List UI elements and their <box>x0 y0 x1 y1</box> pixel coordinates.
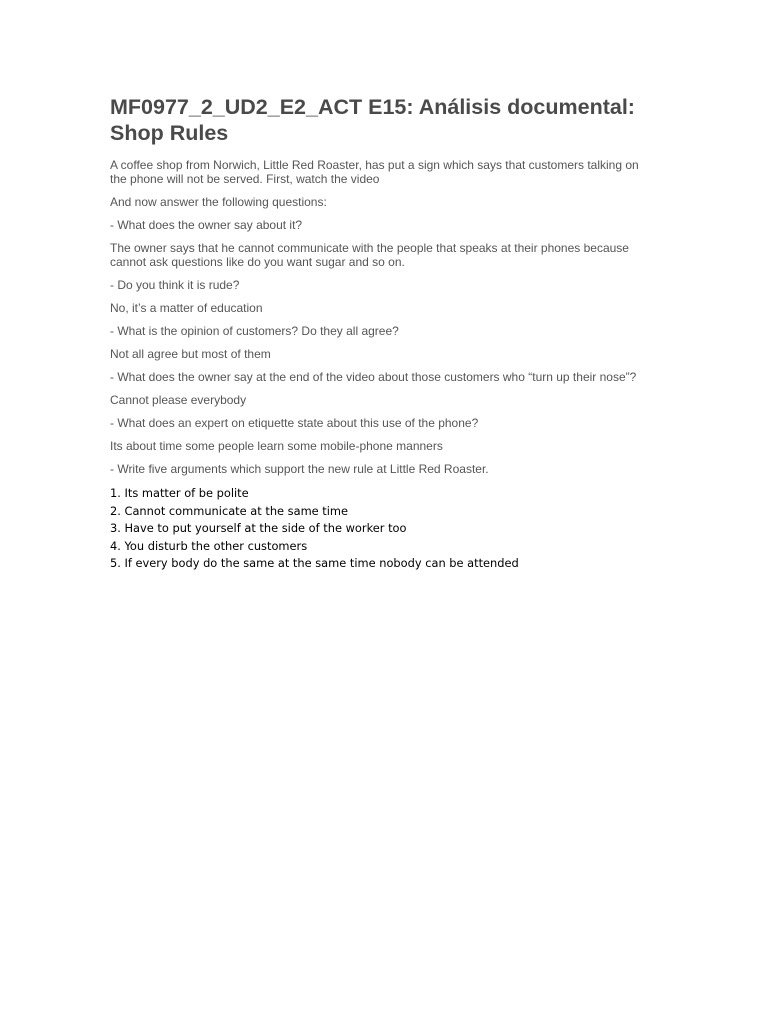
argument-item: 3. Have to put yourself at the side of the worker too <box>110 521 407 535</box>
question-five-arguments: - Write five arguments which support the new rule at Little Red Roaster. <box>110 462 489 476</box>
arguments-list <box>110 485 650 573</box>
answer-customers-opinion: Not all agree but most of them <box>110 347 271 361</box>
answer-rude: No, it’s a matter of education <box>110 301 263 315</box>
argument-item: 4. You disturb the other customers <box>110 538 308 553</box>
argument-item: 5. If every body do the same at the same time nobody can be attended <box>110 556 519 570</box>
question-owner-say: - What does the owner say about it? <box>110 218 303 232</box>
document-page <box>110 94 650 573</box>
argument-item: 2. Cannot communicate at the same time <box>110 503 349 518</box>
instructions-text: And now answer the following questions: <box>110 195 327 209</box>
answer-etiquette-expert: Its about time some people learn some mobile-phone manners <box>110 439 443 453</box>
intro-paragraph: A coffee shop from Norwich, Little Red Roaster, has put a sign which says that customers talking on the phone will not be served. First, watch the video <box>110 158 639 186</box>
argument-item: 1. Its matter of be polite <box>110 486 249 500</box>
question-etiquette-expert: - What does an expert on etiquette state about this use of the phone? <box>110 416 479 430</box>
question-rude: - Do you think it is rude? <box>110 278 240 292</box>
answer-owner-say: The owner says that he cannot communicate with the people that speaks at their phones because cannot ask questions like do you want sugar and so on. <box>110 241 629 269</box>
question-customers-opinion: - What is the opinion of customers? Do they all agree? <box>110 324 399 338</box>
answer-turn-up-nose: Cannot please everybody <box>110 393 247 407</box>
document-title: MF0977_2_UD2_E2_ACT E15: Análisis documental: Shop Rules <box>110 95 635 145</box>
question-turn-up-nose: - What does the owner say at the end of the video about those customers who “turn up their nose”? <box>110 370 637 384</box>
